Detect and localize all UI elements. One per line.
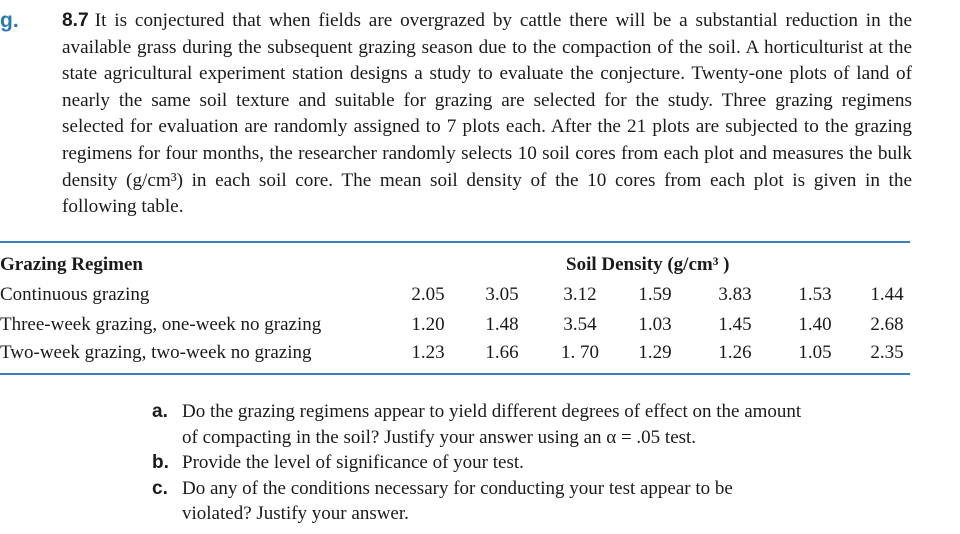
density-cell: 1.44 [870, 284, 904, 305]
row-label: Continuous grazing [0, 284, 150, 305]
question-a-line1: Do the grazing regimens appear to yield different degrees of effect on the amount [182, 401, 802, 422]
problem-text: It is conjectured that when fields are overgrazed by cattle there will be a substantial reduction in the available grass during the subsequent grazing season due to the compaction of the soil. A horticulturist at the state agricultural experiment station designs a study to evaluate the conjecture. Twenty-one plots of land of nearly the same soil texture and suitable for grazing are selected for the study. Three grazing regimens selected for evaluation are randomly assigned to 7 plots each. After the 21 plots are subjected to the grazing regimens for four months, the researcher randomly selects 10 soil cores from each plot and measures the bulk density (g/cm³) in each soil core. The mean soil density of the 10 cores from each plot is given in the following table. [62, 10, 912, 218]
question-b-line1: Provide the level of significance of your test. [182, 452, 524, 473]
density-cell: 1.26 [718, 342, 752, 363]
question-a [152, 399, 912, 450]
density-cell: 1.03 [638, 314, 672, 335]
density-cell: 2.35 [870, 342, 904, 363]
density-cell: 1. 70 [561, 342, 599, 363]
density-cell: 1.53 [798, 284, 832, 305]
row-label: Three-week grazing, one-week no grazing [0, 314, 322, 335]
density-cell: 2.68 [870, 314, 904, 335]
margin-tag: g. [0, 9, 19, 32]
problem-number: 8.7 [62, 10, 89, 31]
density-cell: 1.59 [638, 284, 672, 305]
question-c-letter: c. [152, 477, 168, 499]
question-b [152, 450, 912, 476]
question-list [152, 399, 912, 527]
question-c-line1: Do any of the conditions necessary for conducting your test appear to be [182, 477, 733, 499]
density-cell: 3.12 [563, 284, 597, 305]
question-b-letter: b. [152, 452, 169, 473]
density-cell: 1.45 [718, 314, 752, 335]
density-cell: 2.05 [411, 284, 445, 305]
density-cell: 1.40 [798, 314, 832, 335]
density-cell: 3.05 [485, 284, 519, 305]
question-c [152, 476, 912, 527]
density-cell: 3.54 [563, 314, 597, 335]
table-bottom-rule [0, 373, 910, 375]
problem-paragraph [62, 8, 912, 221]
density-cell: 1.05 [798, 342, 832, 363]
question-a-letter: a. [152, 401, 168, 422]
question-a-line2: of compacting in the soil? Justify your answer using an α = .05 test. [182, 426, 697, 448]
density-cell: 3.83 [718, 284, 752, 305]
density-cell: 1.66 [485, 342, 519, 363]
header-soil-density: Soil Density (g/cm³ ) [566, 254, 730, 275]
density-cell: 1.20 [411, 314, 445, 335]
row-label: Two-week grazing, two-week no grazing [0, 342, 312, 363]
density-cell: 1.48 [485, 314, 519, 335]
density-cell: 1.23 [411, 342, 445, 363]
header-grazing-regimen: Grazing Regimen [0, 254, 144, 275]
density-cell: 1.29 [638, 342, 672, 363]
table-top-rule [0, 241, 910, 243]
question-c-line2: violated? Justify your answer. [182, 503, 409, 524]
